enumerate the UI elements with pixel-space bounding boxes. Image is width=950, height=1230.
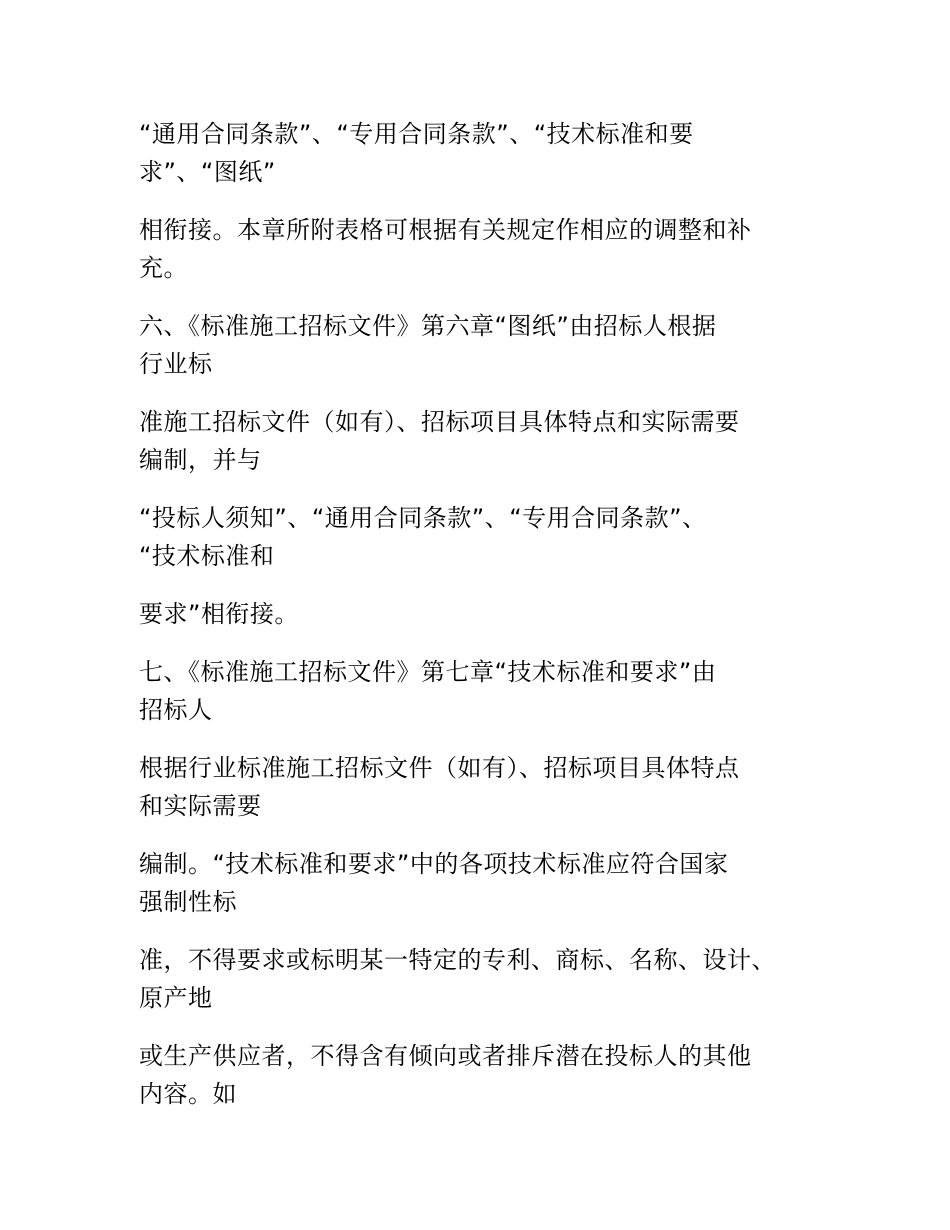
paragraph-3: [139, 307, 819, 383]
text-line: 行业标: [139, 350, 213, 378]
text-line: 要求”相衔接。: [139, 600, 299, 628]
text-line: 相衔接。本章所附表格可根据有关规定作相应的调整和补: [139, 216, 752, 244]
text-line: 和实际需要: [139, 792, 262, 820]
text-line: 原产地: [139, 984, 213, 1012]
text-line: 六、《标准施工招标文件》第六章“图纸”由招标人根据: [139, 312, 717, 340]
text-line: 准，不得要求或标明某一特定的专利、商标、名称、设计、: [139, 946, 776, 974]
text-line: 根据行业标准施工招标文件（如有）、招标项目具体特点: [139, 754, 740, 782]
text-line: 准施工招标文件（如有）、招标项目具体特点和实际需要: [139, 408, 740, 436]
paragraph-4: [139, 403, 819, 479]
paragraph-8: [139, 749, 819, 825]
paragraph-5: [139, 499, 819, 575]
paragraph-7: [139, 653, 819, 729]
paragraph-11: [139, 1037, 819, 1113]
paragraph-2: [139, 211, 819, 287]
text-line: 充。: [139, 254, 188, 282]
text-line: 编制，并与: [139, 446, 262, 474]
text-line: “投标人须知”、“通用合同条款”、“专用合同条款”、: [139, 504, 707, 532]
text-line: 求”、“图纸”: [139, 158, 276, 186]
paragraph-1: [139, 115, 819, 191]
text-line: 编制。“技术标准和要求”中的各项技术标准应符合国家: [139, 850, 729, 878]
text-line: 内容。如: [139, 1080, 237, 1108]
paragraph-10: [139, 941, 819, 1017]
text-line: 招标人: [139, 696, 213, 724]
paragraph-6: [139, 595, 819, 633]
text-line: 或生产供应者，不得含有倾向或者排斥潜在投标人的其他: [139, 1042, 752, 1070]
text-line: “技术标准和: [139, 542, 275, 570]
text-line: 七、《标准施工招标文件》第七章“技术标准和要求”由: [139, 658, 717, 686]
document-body: [139, 115, 819, 1133]
text-line: “通用合同条款”、“专用合同条款”、“技术标准和要: [139, 120, 694, 148]
text-line: 强制性标: [139, 888, 237, 916]
paragraph-9: [139, 845, 819, 921]
